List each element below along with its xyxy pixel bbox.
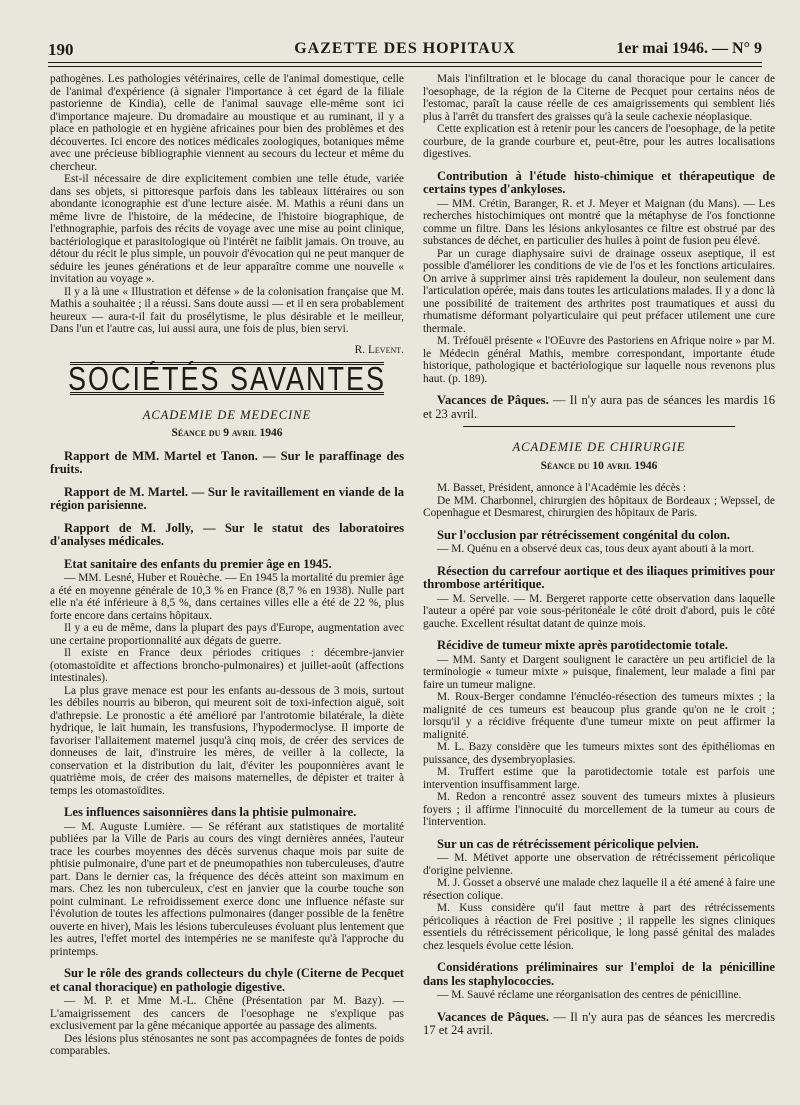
item-paragraph: — MM. Crétin, Baranger, R. et J. Meyer et Maignan (du Mans). — Les recherches histochimiques ont montré que la métaphyse de l'os fonctionne comme un filtre. Dans les lésions ankylosantes ce filtre est obstrué par des substances de déchet, en particulier des huiles à point de fusion peu élevé. (423, 197, 775, 247)
item-paragraph: M. Kuss considère qu'il faut mettre à part des rétrécissements péricoliques à réaction de Frei positive ; il rappelle les signes cliniques essentiels du rétrécissement péricolique, le long passé génital des malades chez lesquels évolue cette lésion. (423, 902, 775, 952)
seance-heading: Séance du 9 avril 1946 (171, 427, 283, 439)
item-heading (50, 558, 404, 572)
review-signature: R. Levent. (354, 343, 404, 356)
item-title: Vacances de Pâques. (437, 1009, 549, 1024)
item-title: Récidive de tumeur mixte après parotidectomie totale. (437, 638, 728, 652)
item-paragraph: — M. Quénu en a observé deux cas, tous deux ayant abouti à la mort. (437, 543, 755, 555)
item-heading (50, 450, 404, 477)
item-title: Considérations préliminaires sur l'emploi de la pénicilline dans les staphylococcies. (423, 960, 775, 988)
divider-rule (463, 426, 735, 427)
item-heading (423, 394, 775, 421)
item-title: Etat sanitaire des enfants du premier âge en 1945. (64, 556, 332, 571)
left-column (50, 73, 404, 1065)
item-paragraph: La plus grave menace est pour les enfants au-dessous de 3 mois, surtout les débiles nourris au biberon, qui meurent soit de toxi-infection aiguë, soit d'athrepsie. Le pronostic a été amélioré par l'antrotomie bilatérale, la diète hydrique, le lait humain, les transfusions, l'hypodermoclyse. Il importe de favoriser l'allaitement maternel jusqu'à cinq mois, de créer des services de donneuses de lait, d'instruire les mères, de veiller à la collecte, la conservation et la distribution du lait, d'éviter les pouponnières avant le quatrième mois, de créer des maisons maternelles, de dépister et traiter à temps les otomastoïdites. (50, 684, 404, 797)
item-heading (423, 639, 775, 653)
item-title: Vacances de Pâques. (437, 393, 549, 407)
item-heading (50, 486, 404, 513)
section-title: SOCIÉTÉS SAVANTES (67, 360, 387, 398)
seance-heading: Séance du 10 avril 1946 (540, 459, 658, 472)
item-paragraph: — M. Sauvé réclame une réorganisation des centres de pénicilline. (437, 989, 742, 1001)
review-paragraph: pathogènes. Les pathologies vétérinaires, celle de l'animal domestique, celle de l'animal d'expérience (à signaler l'importance à cet égard de la filiale pastorienne de Kindia), celle de l'animal sauvage elle-même sont ici d'importance majeure. Du dromadaire au moustique et au ruminant, il y a place en pathologie et en hygiène africaines pour bien des problèmes et des découvertes. Ici encore des notices médicales zoologiques, botaniques même avec une précieuse bibliographie viennent au secours du lecteur et même du chercheur. (50, 73, 404, 173)
item-title: Rapport de MM. Martel et Tanon. — Sur le paraffinage des fruits. (50, 448, 404, 476)
item-heading (423, 565, 775, 592)
item-paragraph: M. Tréfouël présente « l'OEuvre des Pastoriens en Afrique noire » par M. le Médecin général Mathis, membre correspondant, importante étude historique, pathologique et bactériologique sur laquelle nous revenons plus haut. (p. 189). (423, 335, 775, 385)
item-paragraph: Par un curage diaphysaire suivi de drainage osseux aseptique, il est possible d'améliorer les conditions de vie de l'os et les fonctions articulaires. On arrive à supprimer ainsi très rapidement la douleur, non seulement dans l'articulation opérée, mais dans toutes les articulations malades. Il y a donc là une possibilité de traitement des arthrites post traumatiques et aussi du rhumatisme déformant polyarticulaire qui peut préfacer utilement une cure thermale. (423, 247, 775, 335)
item-paragraph: — MM. Lesné, Huber et Rouèche. — En 1945 la mortalité du premier âge a été en moyenne générale de 10,3 % en France (8,7 % en 1938). Nulle part elle n'a été inférieure à 8,5 %, dans certaines villes elle a été de 22 %, plus forte encore dans certains hôpitaux. (50, 572, 404, 622)
item-title: Sur l'occlusion par rétrécissement congénital du colon. (437, 527, 731, 542)
header-rule (48, 62, 762, 63)
item-title: Rapport de M. Jolly, — Sur le statut des laboratoires d'analyses médicales. (50, 520, 404, 548)
item-paragraph: — M. Métivet apporte une observation de rétrécissement péricolique d'origine pelvienne. (423, 852, 775, 877)
page-header (48, 40, 762, 60)
item-paragraph: M. Truffert estime que la parotidectomie totale est parfois une intervention insuffisamment large. (423, 766, 775, 791)
item-paragraph: — MM. Santy et Dargent soulignent le caractère un peu artificiel de la terminologie « tumeur mixte » puisque, finalement, leur malade a fini par faire un tumeur maligne. (423, 653, 775, 691)
item-title: Sur un cas de rétrécissement péricolique pelvien. (437, 836, 699, 851)
academy-heading: ACADEMIE DE MEDECINE (142, 407, 312, 422)
item-paragraph: — M. Servelle. — M. Bergeret rapporte cette observation dans laquelle l'auteur a opéré par voie sous-péritonéale le côté droit d'abord, puis le côté gauche. Excellent résultat datant de quinze mois. (423, 592, 775, 630)
header-rule-2 (48, 66, 762, 67)
item-paragraph: Des lésions plus sténosantes ne sont pas accompagnées de fontes de poids comparables. (50, 1032, 404, 1057)
academy-heading: ACADEMIE DE CHIRURGIE (512, 440, 686, 454)
continuation-paragraph: Mais l'infiltration et le blocage du canal thoracique pour le cancer de l'oesophage, de la région de la Citerne de Pecquet pour certains néos de l'estomac, paraît la cause réelle de ces amaigrissements qui semblent liés plus à l'arrêt du transfert des graisses qu'à la seule cachexie néoplasique. (423, 73, 775, 123)
item-title: Sur le rôle des grands collecteurs du chyle (Citerne de Pecquet et canal thoracique) en pathologie digestive. (50, 966, 404, 994)
page-number: 190 (48, 40, 74, 59)
review-paragraph: Est-il nécessaire de dire explicitement combien une telle étude, variée dans ses objets, si pittoresque parfois dans les tableaux littéraires ou son abondante iconographie est d'une lecture aisée. M. Mathis a réuni dans un même livre de l'histoire, de la médecine, de l'histoire biographique, de l'ethnographie, parfois des récits de voyage avec une mise au point clinique, bactériologique et parasitologique où l'intérêt ne faiblit jamais. On trouve, au détour du récit le plus simple, un pouvoir d'évocation qui ne peut manquer de séduire les jeunes générations et de leur apparaître comme une nouvelle « invitation au voyage ». (50, 173, 404, 285)
item-paragraph: — M. Auguste Lumière. — Se référant aux statistiques de mortalité publiées par la Ville de Paris au cours des vingt dernières années, l'auteur trace les courbes moyennes des décès survenus chaque mois par suite de phtisie pulmonaire, d'une part et de pneumopathies non tuberculeuses, d'autre part. Dans le dernier cas, la fréquence des décès atteint son maximum en mars. Chez les non tuberculeux, c'est en janvier que la courbe touche son point culminant. Le refroidissement exerce donc une influence néfaste sur l'évolution de toutes les affections pulmonaires (danger possible de la fenêtre ouverte en hiver), Mais les lésions tuberculeuses évoluant plus lentement que les autres, l'effet mortel des intempéries ne se manifeste qu'à l'approche du printemps. (50, 820, 404, 958)
journal-title: GAZETTE DES HOPITAUX (294, 40, 516, 57)
item-paragraph: M. Redon a rencontré assez souvent des tumeurs mixtes à plusieurs foyers ; il affirme l'innocuité du morcellement de la tumeur au cours de l'intervention. (423, 791, 775, 828)
item-paragraph: M. Roux-Berger condamne l'énucléo-résection des tumeurs mixtes ; la malignité de ces tumeurs est beaucoup plus grande qu'on ne le croit ; lorsqu'il y a récidive fréquente d'une tumeur mixte on peut affirmer la malignité. (423, 691, 775, 741)
item-paragraph: — M. P. et Mme M.-L. Chêne (Présentation par M. Bazy). — L'amaigrissement des cancers de l'oesophage ne s'explique pas exclusivement par la gêne mécanique apportée au passage des aliments. (50, 995, 404, 1032)
item-inline-text: — Il n'y aura pas de séances les mercredis 17 et 24 avril. (423, 1009, 775, 1037)
item-heading (50, 967, 404, 994)
item-heading (423, 1011, 775, 1038)
item-inline-text: — Il n'y aura pas de séances les mardis 16 et 23 avril. (423, 393, 775, 421)
review-paragraph: Il y a là une « Illustration et défense » de la colonisation française que M. Mathis a souhaitée ; il a réussi. Sans doute aussi — et il en sera probablement heureux — aura-t-il fait du prosélytisme, le plus désirable et le meilleur, Dans l'un et l'autre cas, lui aussi aura, une fois de plus, bien servi. (50, 285, 404, 335)
item-heading (423, 961, 775, 988)
item-title: Contribution à l'étude histo-chimique et thérapeutique de certains types d'ankyloses. (423, 168, 775, 196)
item-paragraph: M. J. Gosset a observé une malade chez laquelle il a été amené à faire une résection colique. (423, 877, 775, 902)
right-column (423, 73, 775, 1065)
item-heading (423, 170, 775, 197)
announcement-paragraph: De MM. Charbonnel, chirurgien des hôpitaux de Bordeaux ; Wepssel, de Copenhague et Desmarest, chirurgien des hôpitaux de Paris. (423, 494, 775, 519)
announcement-paragraph: M. Basset, Président, annonce à l'Académie les décès : (437, 482, 687, 494)
item-heading (423, 838, 775, 852)
item-heading (50, 806, 404, 820)
item-title: Résection du carrefour aortique et des iliaques primitives pour thrombose artéritique. (423, 563, 775, 591)
item-paragraph: Il existe en France deux périodes critiques : décembre-janvier (otomastoïdite et affections broncho-pulmonaires) et juillet-août (affections intestinales). (50, 647, 404, 684)
item-heading (50, 522, 404, 549)
item-heading (423, 529, 775, 543)
item-paragraph: M. L. Bazy considère que les tumeurs mixtes sont des épithéliomas en puissance, des dysembryoplasies. (423, 741, 775, 766)
item-paragraph: Il y a eu de même, dans la plupart des pays d'Europe, augmentation avec une certaine proportionnalité aux dégats de guerre. (50, 622, 404, 647)
item-title: Les influences saisonnières dans la phtisie pulmonaire. (64, 805, 357, 819)
continuation-paragraph: Cette explication est à retenir pour les cancers de l'oesophage, de la petite courbure, de la grande courbure et, peut-être, pour les autres localisations digestives. (423, 123, 775, 160)
item-title: Rapport de M. Martel. — Sur le ravitaillement en viande de la région parisienne. (50, 484, 404, 512)
issue-date: 1er mai 1946. — N° 9 (616, 40, 762, 57)
